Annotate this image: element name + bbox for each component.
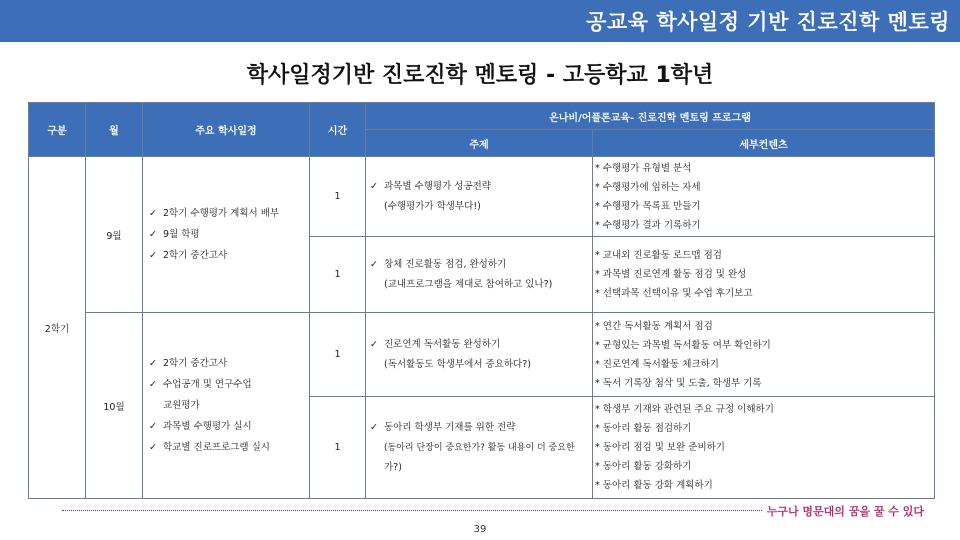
time-cell: 1 [310,157,366,237]
footer-divider [62,510,762,511]
footer-slogan: 누구나 명문대의 꿈을 꿀 수 있다 [766,505,924,518]
check-icon: ✓ [370,421,378,433]
mentoring-schedule-table [28,102,935,499]
topic-cell: ✓ 창체 진로활동 점검, 완성하기 (교내프로그램을 제대로 참여하고 있나?) [366,237,593,313]
check-icon: ✓ [370,258,378,270]
check-icon: ✓ [149,442,157,453]
header-topic: 주제 [366,130,593,157]
header-banner [0,0,960,42]
details-cell: * 수행평가 유형별 분석 * 수행평가에 임하는 자세 * 수행평가 목록표 만들기 * 수행평가 결과 기록하기 [593,157,935,237]
list-item: ✓ 수업공개 및 연구수업 [149,374,309,395]
schedule-cell [143,157,310,313]
list-item: ✓ 2학기 중간고사 [149,353,309,374]
page-title: 학사일정기반 진로진학 멘토링 - 고등학교 1학년 [246,63,714,88]
check-icon: ✓ [149,208,157,219]
details-cell: * 학생부 기재와 관련된 주요 규정 이해하기 * 동아리 활동 점검하기 * 동아리 점검 및 보완 준비하기 * 동아리 활동 강화하기 * 동아리 활동 강화 계획하기 [593,397,935,499]
list-item: ✓ 학교별 진로프로그램 실시 [149,437,309,458]
banner-title: 공교육 학사일정 기반 진로진학 멘토링 [586,10,950,34]
topic-cell: ✓ 진로연계 독서활동 완성하기 (독서활동도 학생부에서 중요하다?) [366,313,593,397]
check-icon: ✓ [149,250,157,261]
check-icon: ✓ [149,229,157,240]
table-row [29,313,935,397]
list-item: ✓ 2학기 수행평가 계획서 배부 [149,203,309,224]
header-month: 월 [86,103,143,157]
topic-cell: ✓ 과목별 수행평가 성공전략 (수행평가가 학생부다!) [366,157,593,237]
time-cell: 1 [310,313,366,397]
page-number: 39 [473,524,487,535]
check-icon: ✓ [149,421,157,432]
check-icon: ✓ [149,379,157,390]
list-item: ✓ 9월 학평 [149,224,309,245]
header-contents: 세부컨텐츠 [593,130,935,157]
details-cell: * 교내외 진로활동 로드맵 점검 * 과목별 진로연계 활동 점검 및 완성 * 선택과목 선택이유 및 수업 후기보고 [593,237,935,313]
list-item: ✓ 과목별 수행평가 실시 [149,416,309,437]
check-icon: ✓ [370,180,378,192]
time-cell: 1 [310,397,366,499]
month-cell: 9월 [86,157,143,313]
topic-cell: ✓ 동아리 학생부 기재를 위한 전략 (동아리 단장이 중요한가? 활동 내용이 더 중요한 가?) [366,397,593,499]
schedule-cell [143,313,310,499]
time-cell: 1 [310,237,366,313]
header-schedule: 주요 학사일정 [143,103,310,157]
header-division: 구분 [29,103,86,157]
header-time: 시간 [310,103,366,157]
semester-cell: 2학기 [29,157,86,499]
check-icon: ✓ [149,358,157,369]
check-icon: ✓ [370,338,378,350]
header-program: 온나비/어플론교육- 진로진학 멘토링 프로그램 [366,103,935,130]
details-cell: * 연간 독서활동 계획서 점검 * 균형있는 과목별 독서활동 여부 확인하기 * 진로연계 독서활동 체크하기 * 독서 기록장 첨삭 및 도출, 학생부 기록 [593,313,935,397]
list-item: 교원평가 [163,400,200,411]
month-cell: 10월 [86,313,143,499]
table-row [29,157,935,237]
list-item: ✓ 2학기 중간고사 [149,245,309,266]
